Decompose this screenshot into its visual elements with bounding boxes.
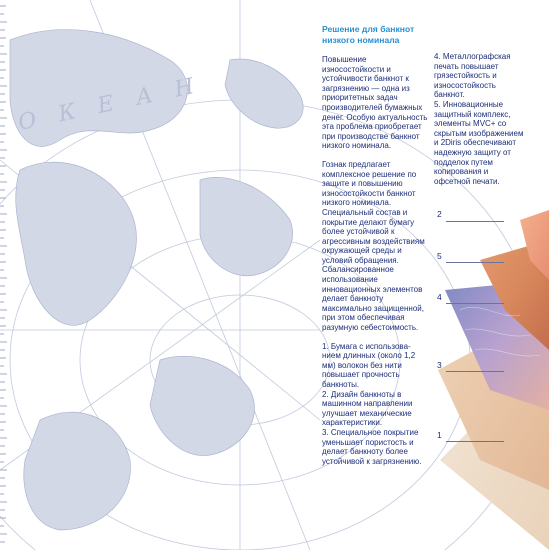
layer-leader-4 (446, 303, 504, 304)
left-text-column (322, 55, 428, 475)
paragraph-list-1-3: 1. Бумага с использова-нием длинных (около 1,2 мм) волокон без нити повышает прочность банкноты. 2. Дизайн банкноты в машинном направлении улучшает механические характеристики. 3. Специальное покрытие уменьшает пористость и делает банкноту более устойчивой к загрязнению. (322, 341, 422, 466)
layer-label-1: 1 (437, 430, 442, 440)
layer-label-5: 5 (437, 251, 442, 261)
layer-leader-5 (446, 262, 504, 263)
layer-label-4: 4 (437, 292, 442, 302)
section-title: Решение для банкнот низкого номинала (322, 24, 415, 45)
binding-edge (0, 0, 10, 550)
layer-leader-2 (446, 221, 504, 222)
layer-label-2: 2 (437, 209, 442, 219)
layer-leader-1 (446, 441, 504, 442)
right-text-column (434, 52, 526, 195)
layer-leader-3 (446, 371, 504, 372)
svg-text:О К Е А Н: О К Е А Н (16, 72, 205, 136)
paragraph-intro: Повышение износостойкости и устойчивости банкнот к загрязнению — одна из приоритетных задач производителей бумажных денег. Особую актуальность эта проблема приобретает при производстве банкнот низкого номинала. (322, 55, 428, 151)
paragraph-list-4-5: 4. Металлографская печать повышает грязестойкость и износостойкость банкнот. 5. Инновационные защитный комплекс, элементы MVC+ со скрытым изображением и 2Diris обеспечивают надежную защиту от подделок путем копирования и офсетной печати. (434, 52, 524, 186)
paragraph-solution: Гознак предлагает комплексное решение по защите и повышению износостойкости банкнот низкого номинала. Специальный состав и покрытие делают бумагу более устойчивой к агрессивным воздействиям окружающей среды и условий обращения. Сбалансированное использование инновационных элементов делает банкноту максимально защищенной, при этом обеспечивая разумную себестоимость. (322, 159, 425, 333)
layer-label-3: 3 (437, 360, 442, 370)
